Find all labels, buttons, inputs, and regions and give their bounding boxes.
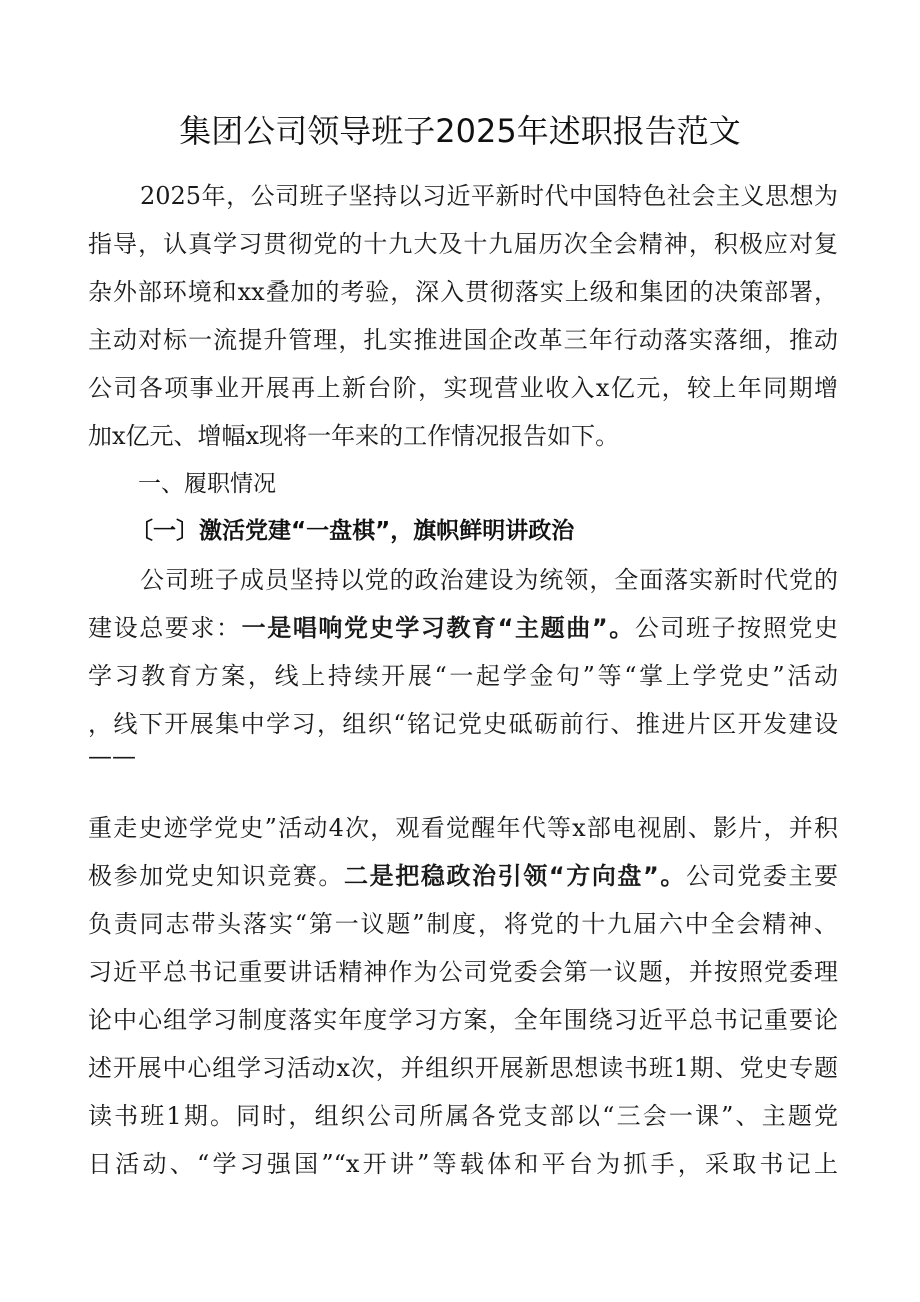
intro-line-1: 2025年，公司班子坚持以习近平新时代中国特色社会主义思想为	[140, 182, 838, 210]
text-span: 公司班子按照党史	[634, 614, 839, 642]
em-dash-line: ——	[88, 742, 136, 770]
section-heading: 一、履职情况	[138, 471, 276, 497]
emphasis-point-2: 二是把稳政治引领“方向盘”。	[344, 862, 687, 890]
para-line-1: 公司班子成员坚持以党的政治建设为统领，全面落实新时代党的	[140, 566, 838, 594]
subsection-heading: 〔一〕激活党建“一盘棋”，旗帜鲜明讲政治	[130, 518, 575, 544]
para-line-9: 习近平总书记重要讲话精神作为公司党委会第一议题，并按照党委理	[88, 958, 838, 986]
para-line-8: 负责同志带头落实“第一议题”制度，将党的十九届六中全会精神、	[88, 910, 838, 938]
intro-line-6: 加x亿元、增幅x现将一年来的工作情况报告如下。	[88, 422, 620, 450]
text-span: 建设总要求：	[88, 614, 242, 642]
para-line-11: 述开展中心组学习活动x次，并组织开展新思想读书班1期、党史专题	[88, 1054, 838, 1082]
intro-line-5: 公司各项事业开展再上新台阶，实现营业收入x亿元，较上年同期增	[88, 374, 838, 402]
para-line-6: 重走史迹学党史”活动4次，观看觉醒年代等x部电视剧、影片，并积	[88, 814, 838, 842]
text-span: 极参加党史知识竞赛。	[88, 862, 345, 890]
para-line-12: 读书班1期。同时，组织公司所属各党支部以“三会一课”、主题党	[88, 1102, 838, 1130]
para-line-7	[88, 856, 838, 891]
document-title: 集团公司领导班子2025年述职报告范文	[179, 112, 741, 150]
intro-line-2: 指导，认真学习贯彻党的十九大及十九届历次全会精神，积极应对复	[88, 230, 838, 258]
para-line-4: ，线下开展集中学习，组织“铭记党史砥砺前行、推进片区开发建设	[88, 710, 838, 738]
emphasis-point-1: 一是唱响党史学习教育“主题曲”。	[241, 614, 635, 642]
para-line-13: 日活动、“学习强国”“x开讲”等载体和平台为抓手，采取书记上	[88, 1150, 838, 1178]
intro-line-3: 杂外部环境和xx叠加的考验，深入贯彻落实上级和集团的决策部署，	[88, 278, 838, 306]
para-line-3: 学习教育方案，线上持续开展“一起学金句”等“掌上学党史”活动	[88, 662, 838, 690]
para-line-2	[88, 608, 838, 643]
intro-line-4: 主动对标一流提升管理，扎实推进国企改革三年行动落实落细，推动	[88, 326, 838, 354]
para-line-10: 论中心组学习制度落实年度学习方案，全年围绕习近平总书记重要论	[88, 1006, 838, 1034]
text-span: 公司党委主要	[686, 862, 839, 890]
